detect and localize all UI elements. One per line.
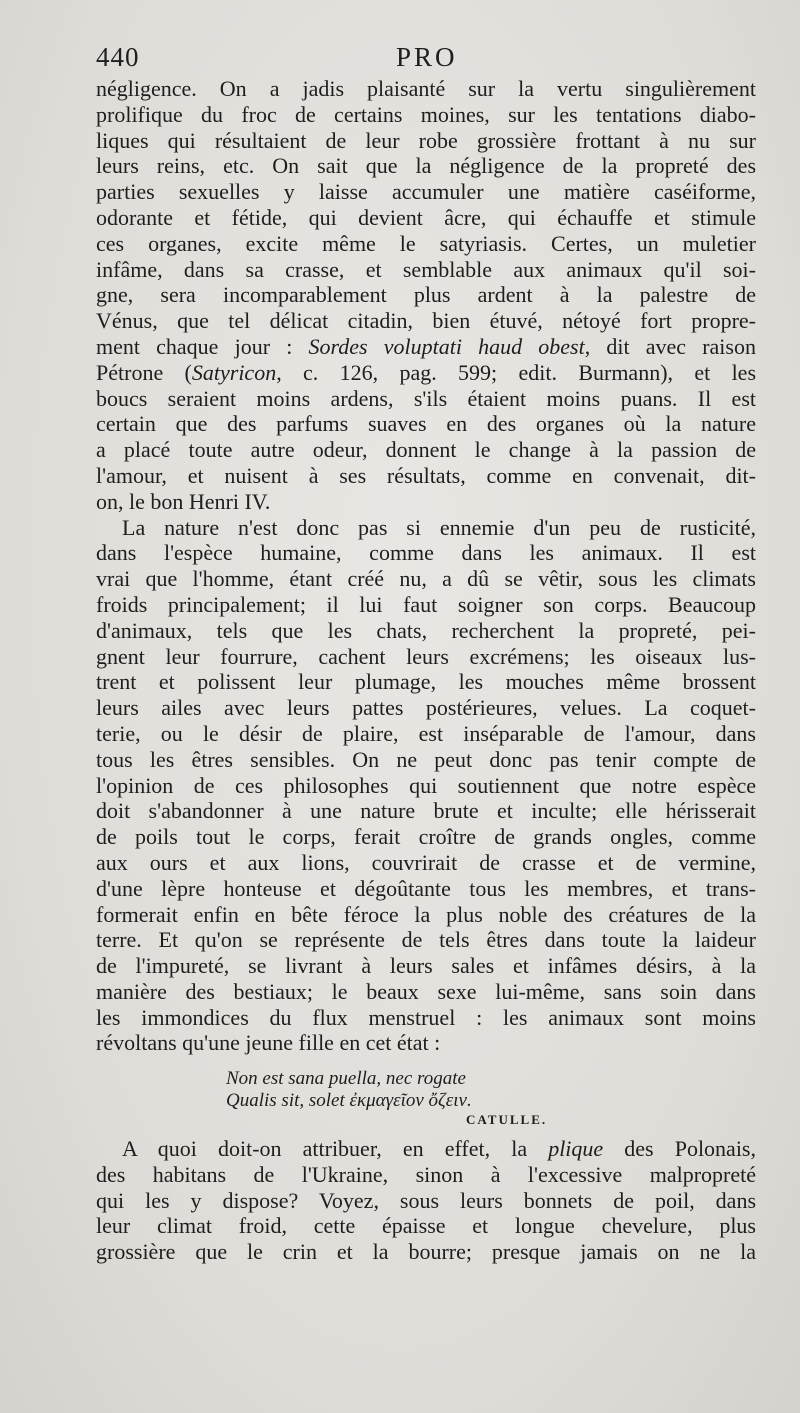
latin-verse-quote [226, 1068, 646, 1112]
text-run: des Polonais, [603, 1136, 756, 1161]
text-line: certain que des parfums suaves en des organes où la nature [96, 411, 756, 437]
text-line: les immondices du flux menstruel : les animaux sont moins [96, 1004, 756, 1030]
text-line: leurs ailes avec leurs pattes postérieures, velues. La coquet- [96, 695, 756, 721]
text-run: , c. 126, pag. 599; edit. Burmann), et les [276, 359, 756, 385]
work-title: Satyricon [191, 359, 277, 385]
latin-quote: Sordes voluptati haud obest [308, 333, 585, 359]
text-line: grossière que le crin et la bourre; presque jamais on ne la [96, 1239, 756, 1265]
text-line: on, le bon Henri IV. [96, 488, 271, 514]
text-line: aux ours et aux lions, couvrirait de crasse et de vermine, [96, 849, 756, 875]
quote-attribution: CATULLE. [466, 1112, 548, 1127]
text-line: dans l'espèce humaine, comme dans les animaux. Il est [96, 540, 756, 566]
text-line: La nature n'est donc pas si ennemie d'un peu de rusticité, [122, 514, 756, 540]
text-line: manière des bestiaux; le beaux sexe lui-même, sans soin dans [96, 978, 756, 1004]
text-line: terie, ou le désir de plaire, est inséparable de l'amour, dans [96, 720, 756, 746]
text-line: liques qui résultaient de leur robe grossière frottant à nu sur [96, 127, 756, 153]
text-line: boucs seraient moins ardens, s'ils étaient moins puans. Il est [96, 385, 756, 411]
body-text-top [96, 76, 756, 1056]
text-line: a placé toute autre odeur, donnent le change à la passion de [96, 437, 756, 463]
text-line: prolifique du froc de certains moines, sur les tentations diabo- [96, 101, 756, 127]
text-line: révoltans qu'une jeune fille en cet état : [96, 1030, 441, 1056]
text-line: des habitans de l'Ukraine, sinon à l'excessive malpropreté [96, 1161, 756, 1187]
text-line: l'opinion de ces philosophes qui soutiennent que notre espèce [96, 772, 756, 798]
text-line: de l'impureté, se livrant à leurs sales et infâmes désirs, à la [96, 953, 756, 979]
text-line: qui les y dispose? Voyez, sous leurs bonnets de poil, dans [96, 1187, 756, 1213]
text-line: froids principalement; il lui faut soigner son corps. Beaucoup [96, 591, 756, 617]
text-line: terre. Et qu'on se représente de tels êtres dans toute la laideur [96, 927, 756, 953]
text-line: gnent leur fourrure, cachent leurs excrémens; les oiseaux lus- [96, 643, 756, 669]
text-line: infâme, dans sa crasse, et semblable aux animaux qu'il soi- [96, 256, 756, 282]
text-line: odorante et fétide, qui devient âcre, qui échauffe et stimule [96, 204, 756, 230]
text-line: doit s'abandonner à une nature brute et inculte; elle hérisserait [96, 798, 756, 824]
text-line: leurs reins, etc. On sait que la négligence de la propreté des [96, 153, 756, 179]
text-line: gne, sera incomparablement plus ardent à la palestre de [96, 282, 756, 308]
text-line: Vénus, que tel délicat citadin, bien étuvé, nétoyé fort propre- [96, 308, 756, 334]
text-line: d'une lèpre honteuse et dégoûtante tous les membres, et trans- [96, 875, 756, 901]
text-line: l'amour, et nuisent à ses résultats, comme en convenait, dit- [96, 462, 756, 488]
text-line: vrai que l'homme, étant créé nu, a dû se vêtir, sous les climats [96, 566, 756, 592]
running-head: PRO [396, 42, 458, 72]
text-line: tous les êtres sensibles. On ne peut donc pas tenir compte de [96, 746, 756, 772]
verse-line: Qualis sit, solet ἐκμαγεῖον ὄζειν. [226, 1090, 472, 1111]
text-run: Pétrone ( [96, 359, 192, 385]
text-line: négligence. On a jadis plaisanté sur la vertu singulièrement [96, 76, 756, 101]
page-number: 440 [96, 42, 140, 72]
text-run: , dit avec raison [584, 333, 756, 359]
text-line: d'animaux, tels que les chats, recherchent la propreté, pei- [96, 617, 756, 643]
text-line [96, 1136, 756, 1162]
text-line: formerait enfin en bête féroce la plus noble des créatures de la [96, 901, 756, 927]
text-line: de poils tout le corps, ferait croître de grands ongles, comme [96, 824, 756, 850]
text-line: parties sexuelles y laisse accumuler une matière caséiforme, [96, 179, 756, 205]
text-run: ment chaque jour : [96, 333, 309, 359]
text-run: A quoi doit-on attribuer, en effet, la [122, 1136, 549, 1161]
text-line: leur climat froid, cette épaisse et longue chevelure, plus [96, 1213, 756, 1239]
body-text-bottom [96, 1136, 756, 1265]
term-italic: plique [548, 1136, 604, 1161]
text-line: ces organes, excite même le satyriasis. Certes, un muletier [96, 230, 756, 256]
text-line: trent et polissent leur plumage, les mouches même brossent [96, 669, 756, 695]
text-line [96, 360, 756, 386]
verse-line: Non est sana puella, nec rogate [226, 1068, 466, 1089]
text-line [96, 334, 756, 360]
